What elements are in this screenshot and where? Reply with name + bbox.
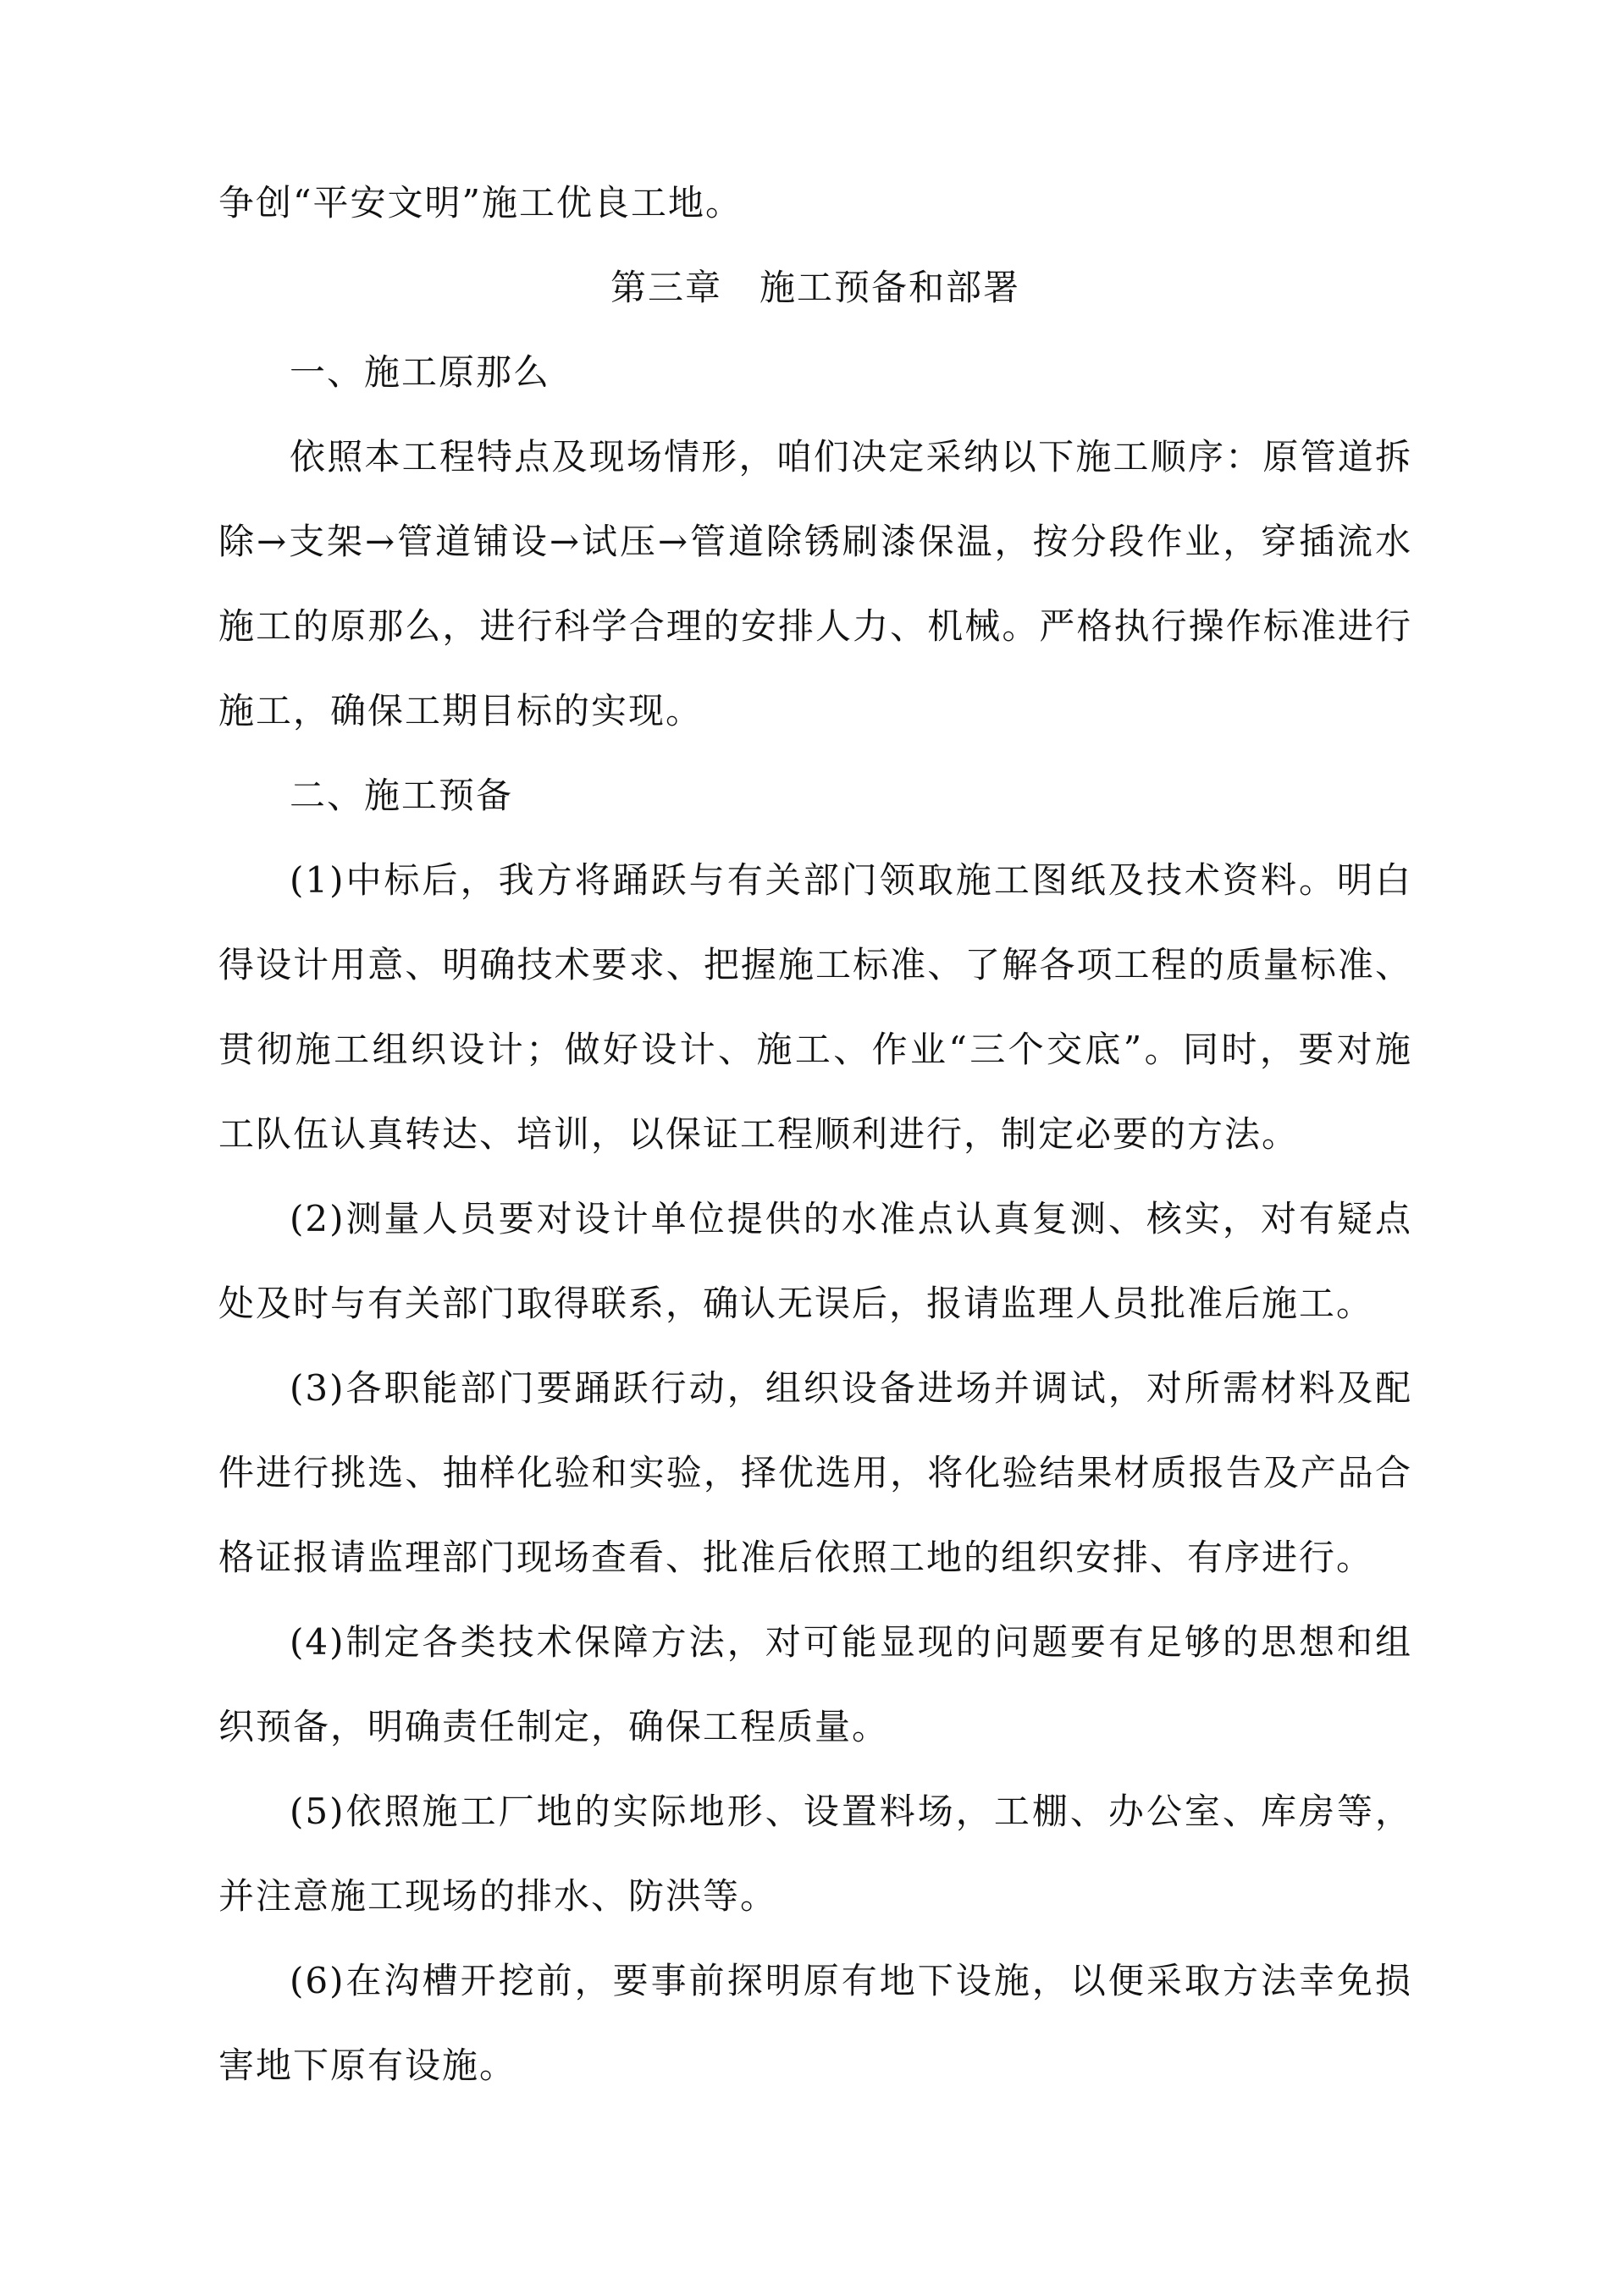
list-item-4: (4)制定各类技术保障方法，对可能显现的问题要有足够的思想和组织预备，明确责任制定，确保工程质量。 <box>218 1621 1412 1747</box>
list-item-6: (6)在沟槽开挖前，要事前探明原有地下设施，以便采取方法幸免损害地下原有设施。 <box>218 1960 1412 2086</box>
list-item-1: (1)中标后，我方将踊跃与有关部门领取施工图纸及技术资料。明白得设计用意、明确技术要求、把握施工标准、了解各项工程的质量标准、贯彻施工组织设计；做好设计、施工、作业“三个交底”。同时，要对施工队伍认真转达、培训，以保证工程顺利进行，制定必要的方法。 <box>218 859 1412 1155</box>
lead-line: 争创“平安文明”施工优良工地。 <box>218 182 743 224</box>
section-1-paragraph: 依照本工程特点及现场情形，咱们决定采纳以下施工顺序：原管道拆除→支架→管道铺设→试压→管道除锈刷漆保温，按分段作业，穿插流水施工的原那么，进行科学合理的安排人力、机械。严格执行操作标准进行施工，确保工期目标的实现。 <box>218 436 1412 731</box>
section-heading-2: 二、施工预备 <box>290 775 514 816</box>
section-heading-1: 一、施工原那么 <box>290 351 551 393</box>
list-item-5: (5)依照施工厂地的实际地形、设置料场，工棚、办公室、库房等，并注意施工现场的排水、防洪等。 <box>218 1791 1412 1917</box>
list-item-2: (2)测量人员要对设计单位提供的水准点认真复测、核实，对有疑点处及时与有关部门取得联系，确认无误后，报请监理人员批准后施工。 <box>218 1198 1412 1324</box>
chapter-title: 第三章 施工预备和部署 <box>610 267 1020 308</box>
list-item-3: (3)各职能部门要踊跃行动，组织设备进场并调试，对所需材料及配件进行挑选、抽样化验和实验，择优选用，将化验结果材质报告及产品合格证报请监理部门现场查看、批准后依照工地的组织安排、有序进行。 <box>218 1367 1412 1578</box>
document-body <box>218 161 1412 2108</box>
